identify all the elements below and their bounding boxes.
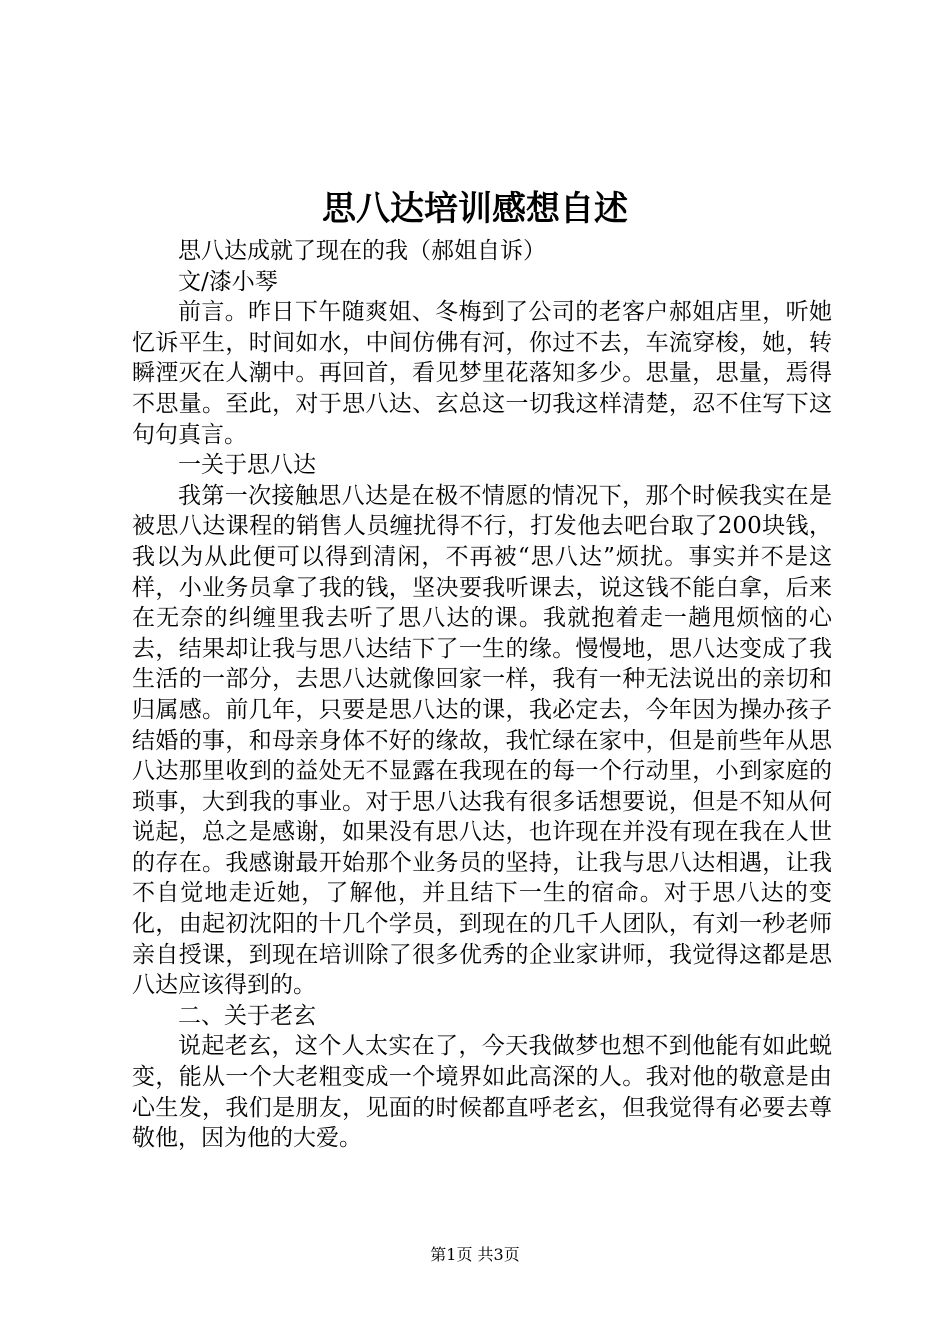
page-footer: 第1页 共3页 [430,1245,520,1264]
paragraph-sibada: 我第一次接触思八达是在极不情愿的情况下，那个时候我实在是被思八达课程的销售人员缠扰得不行，打发他去吧台取了200块钱，我以为从此便可以得到清闲，不再被“思八达”烦扰。事实并不是这样，小业务员拿了我的钱，坚决要我听课去，说这钱不能白拿，后来在无奈的纠缠里我去听了思八达的课。我就抱着走一趟甩烦恼的心去，结果却让我与思八达结下了一生的缘。慢慢地，思八达变成了我生活的一部分，去思八达就像回家一样，我有一种无法说出的亲切和归属感。前几年，只要是思八达的课，我必定去，今年因为操办孩子结婚的事，和母亲身体不好的缘故，我忙绿在家中，但是前些年从思八达那里收到的益处无不显露在我现在的每一个行动里，小到家庭的琐事，大到我的事业。对于思八达我有很多话想要说，但是不知从何说起，总之是感谢，如果没有思八达，也许现在并没有现在我在人世的存在。我感谢最开始那个业务员的坚持，让我与思八达相遇，让我不自觉地走近她，了解他，并且结下一生的宿命。对于思八达的变化，由起初沈阳的十几个学员，到现在的几千人团队，有刘一秒老师亲自授课，到现在培训除了很多优秀的企业家讲师，我觉得这都是思八达应该得到的。 [132,482,832,999]
paragraph-preface: 前言。昨日下午随爽姐、冬梅到了公司的老客户郝姐店里，听她忆诉平生，时间如水，中间仿佛有河，你过不去，车流穿梭，她，转瞬湮灭在人潮中。再回首，看见梦里花落知多少。思量，思量，焉得不思量。至此，对于思八达、玄总这一切我这样清楚，忍不住写下这句句真言。 [132,299,832,448]
document-title: 思八达培训感想自述 [322,189,628,229]
section-heading-laoxuan: 二、关于老玄 [178,1002,316,1029]
paragraph-subtitle: 思八达成就了现在的我（郝姐自诉） [178,238,546,264]
document-body [132,236,832,1154]
paragraph-author: 文/漆小琴 [178,268,278,295]
section-heading-sibada: 一关于思八达 [178,452,316,479]
paragraph-laoxuan: 说起老玄，这个人太实在了，今天我做梦也想不到他能有如此蜕变，能从一个大老粗变成一个境界如此高深的人。我对他的敬意是由心生发，我们是朋友，见面的时候都直呼老玄，但我觉得有必要去尊敬他，因为他的大爱。 [132,1033,832,1152]
